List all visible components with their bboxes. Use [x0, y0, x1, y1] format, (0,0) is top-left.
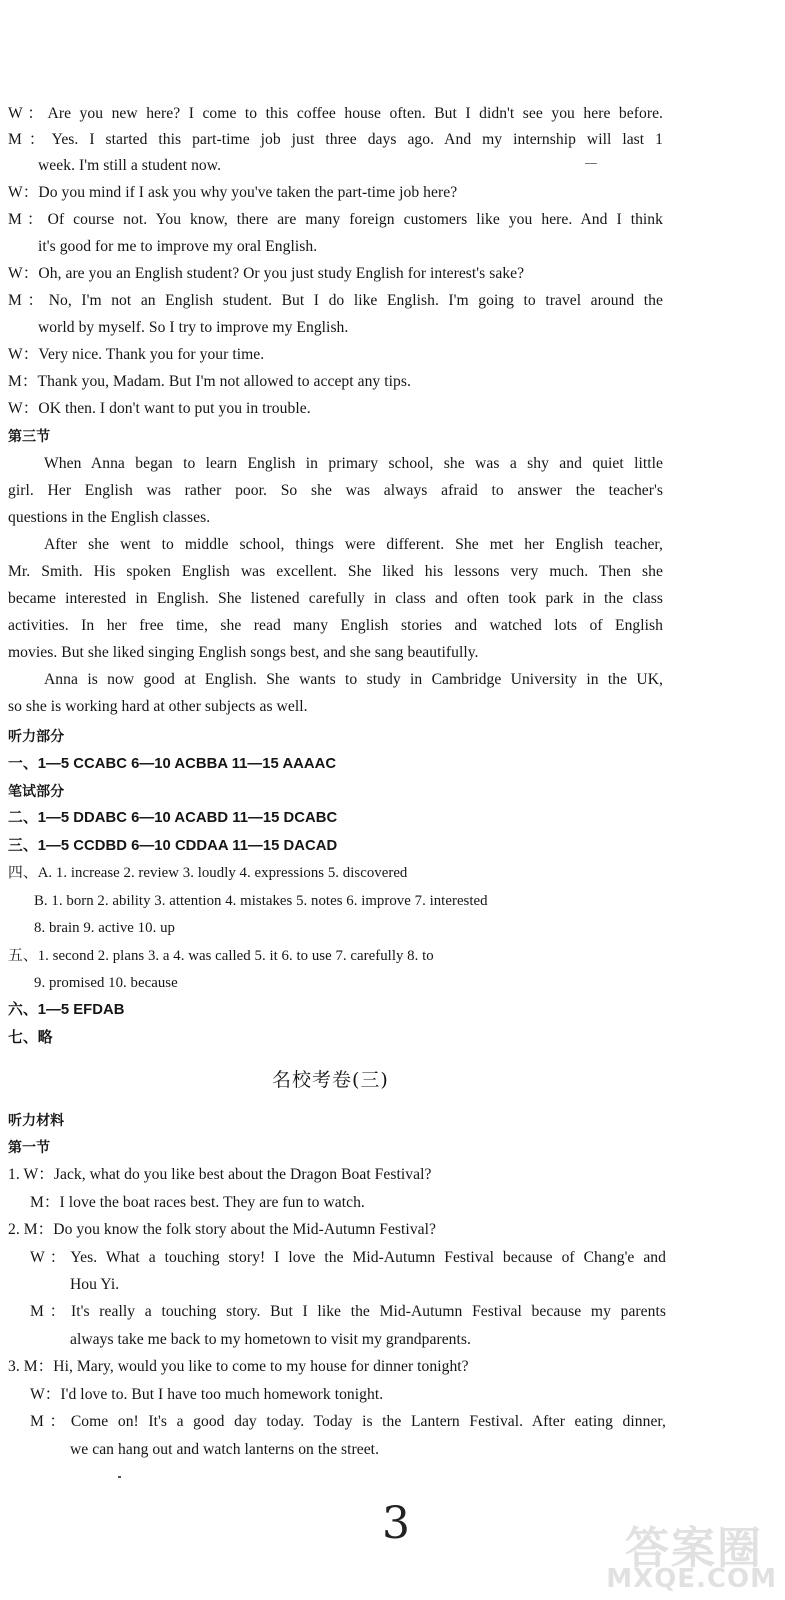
- dialogue-line: W：I'd love to. But I have too much homework tonight.: [30, 1386, 384, 1403]
- watermark-cn: 答案圈: [625, 1523, 763, 1574]
- dialogue-line: M：Thank you, Madam. But I'm not allowed to accept any tips.: [8, 373, 411, 390]
- dialogue-line: week. I'm still a student now.: [38, 157, 222, 174]
- scan-mark: [118, 1476, 121, 1478]
- answer-line: 七、略: [8, 1030, 53, 1046]
- passage-line: questions in the English classes.: [8, 509, 211, 526]
- dialogue-line: M：Yes. I started this part-time job just three days ago. And my internship will last 1: [8, 131, 663, 148]
- written-heading: 笔试部分: [8, 783, 65, 799]
- answer-line: 五、1. second 2. plans 3. a 4. was called 5. it 6. to use 7. carefully 8. to: [8, 948, 434, 964]
- passage-line: After she went to middle school, things were different. She met her English teacher,: [44, 536, 663, 553]
- dialogue-line: W：Very nice. Thank you for your time.: [8, 346, 265, 363]
- passage-line: so she is working hard at other subjects as well.: [8, 698, 308, 715]
- section-heading: 第三节: [8, 428, 51, 444]
- material-heading: 听力材料: [8, 1112, 65, 1128]
- dialogue-line: M：No, I'm not an English student. But I do like English. I'm going to travel around the: [8, 292, 663, 309]
- dialogue-line: W：Yes. What a touching story! I love the Mid-Autumn Festival because of Chang'e and: [30, 1249, 666, 1266]
- dialogue-line: 2. M：Do you know the folk story about the Mid-Autumn Festival?: [8, 1221, 436, 1238]
- dialogue-line: 3. M：Hi, Mary, would you like to come to my house for dinner tonight?: [8, 1358, 469, 1375]
- passage-line: became interested in English. She listened carefully in class and often took park in the class: [8, 590, 663, 607]
- dialogue-line: M：Come on! It's a good day today. Today is the Lantern Festival. After eating dinner,: [30, 1413, 666, 1430]
- answer-line: 二、1—5 DDABC 6—10 ACABD 11—15 DCABC: [8, 810, 338, 826]
- dialogue-line: always take me back to my hometown to visit my grandparents.: [70, 1331, 471, 1348]
- answer-line: 四、A. 1. increase 2. review 3. loudly 4. expressions 5. discovered: [8, 865, 408, 881]
- dialogue-line: M：I love the boat races best. They are fun to watch.: [30, 1194, 365, 1211]
- dialogue-line: W：Oh, are you an English student? Or you just study English for interest's sake?: [8, 265, 525, 282]
- dialogue-line: W：Are you new here? I come to this coffee house often. But I didn't see you here before.: [8, 105, 663, 122]
- passage-line: girl. Her English was rather poor. So she was always afraid to answer the teacher's: [8, 482, 663, 499]
- dialogue-line: W：Do you mind if I ask you why you've taken the part-time job here?: [8, 184, 458, 201]
- answer-line: 8. brain 9. active 10. up: [34, 920, 175, 936]
- listening-heading: 听力部分: [8, 728, 65, 744]
- answer-line: 三、1—5 CCDBD 6—10 CDDAA 11—15 DACAD: [8, 838, 338, 854]
- passage-line: Anna is now good at English. She wants to study in Cambridge University in the UK,: [44, 671, 663, 688]
- dialogue-line: world by myself. So I try to improve my English.: [38, 319, 349, 336]
- dialogue-line: it's good for me to improve my oral English.: [38, 238, 318, 255]
- passage-line: When Anna began to learn English in primary school, she was a shy and quiet little: [44, 455, 663, 472]
- passage-line: movies. But she liked singing English songs best, and she sang beautifully.: [8, 644, 479, 661]
- dialogue-line: W：OK then. I don't want to put you in trouble.: [8, 400, 311, 417]
- page-number: 3: [382, 1498, 410, 1549]
- passage-line: activities. In her free time, she read many English stories and watched lots of English: [8, 617, 663, 634]
- answer-line: 六、1—5 EFDAB: [8, 1002, 125, 1018]
- answer-line: B. 1. born 2. ability 3. attention 4. mistakes 5. notes 6. improve 7. interested: [34, 893, 488, 909]
- watermark-logo: [562, 1512, 777, 1594]
- dialogue-line: we can hang out and watch lanterns on the street.: [70, 1441, 380, 1458]
- dialogue-line: Hou Yi.: [70, 1276, 120, 1293]
- watermark-en: MXQE.COM: [606, 1564, 777, 1594]
- passage-line: Mr. Smith. His spoken English was excellent. She liked his lessons very much. Then she: [8, 563, 663, 580]
- exam-title: 名校考卷(三): [272, 1069, 389, 1091]
- answer-line: 9. promised 10. because: [34, 975, 178, 991]
- answer-line: 一、1—5 CCABC 6—10 ACBBA 11—15 AAAAC: [8, 756, 337, 772]
- dialogue-line: 1. W：Jack, what do you like best about the Dragon Boat Festival?: [8, 1166, 432, 1183]
- scan-mark: [585, 163, 597, 164]
- section-heading: 第一节: [8, 1139, 51, 1155]
- dialogue-line: M：Of course not. You know, there are many foreign customers like you here. And I think: [8, 211, 663, 228]
- dialogue-line: M：It's really a touching story. But I like the Mid-Autumn Festival because my parents: [30, 1303, 666, 1320]
